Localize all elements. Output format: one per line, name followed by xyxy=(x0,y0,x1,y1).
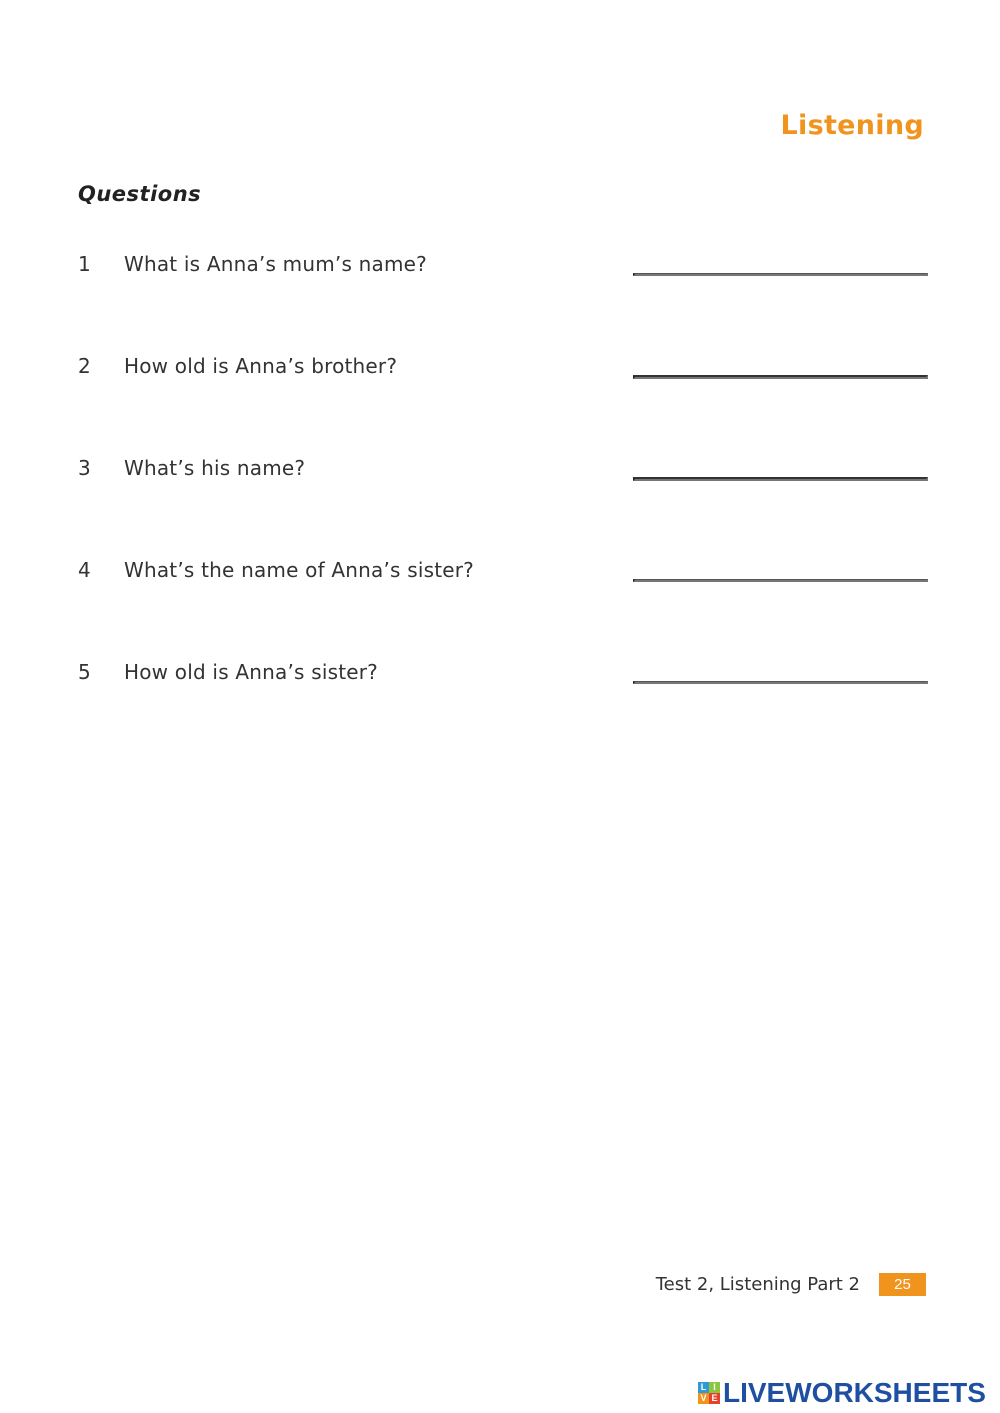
logo-letter-l: L xyxy=(698,1382,709,1393)
answer-field-5[interactable] xyxy=(633,681,928,684)
questions-heading: Questions xyxy=(78,182,202,206)
question-text: How old is Anna’s sister? xyxy=(124,660,378,684)
logo-letter-i: I xyxy=(709,1382,720,1393)
question-text: What is Anna’s mum’s name? xyxy=(124,252,427,276)
liveworksheets-logo-text: LIVEWORKSHEETS xyxy=(723,1377,986,1408)
answer-field-4[interactable] xyxy=(633,579,928,582)
question-row-1 xyxy=(78,244,924,284)
answer-field-1[interactable] xyxy=(633,273,928,276)
question-text: What’s his name? xyxy=(124,456,306,480)
question-row-2 xyxy=(78,346,924,386)
question-text: How old is Anna’s brother? xyxy=(124,354,398,378)
logo-letter-e: E xyxy=(709,1393,720,1404)
question-number: 1 xyxy=(78,252,91,276)
answer-field-2[interactable] xyxy=(633,375,928,379)
question-row-4 xyxy=(78,550,924,590)
logo-letter-v: V xyxy=(698,1393,709,1404)
question-number: 5 xyxy=(78,660,91,684)
question-number: 2 xyxy=(78,354,91,378)
question-row-5 xyxy=(78,652,924,692)
liveworksheets-logo[interactable] xyxy=(698,1378,986,1408)
section-title: Listening xyxy=(780,110,924,141)
answer-field-3[interactable] xyxy=(633,477,928,481)
question-number: 4 xyxy=(78,558,91,582)
question-row-3 xyxy=(78,448,924,488)
footer-label: Test 2, Listening Part 2 xyxy=(655,1274,860,1295)
question-number: 3 xyxy=(78,456,91,480)
liveworksheets-logo-icon xyxy=(698,1382,720,1404)
page-number-badge: 25 xyxy=(879,1273,926,1296)
question-text: What’s the name of Anna’s sister? xyxy=(124,558,474,582)
